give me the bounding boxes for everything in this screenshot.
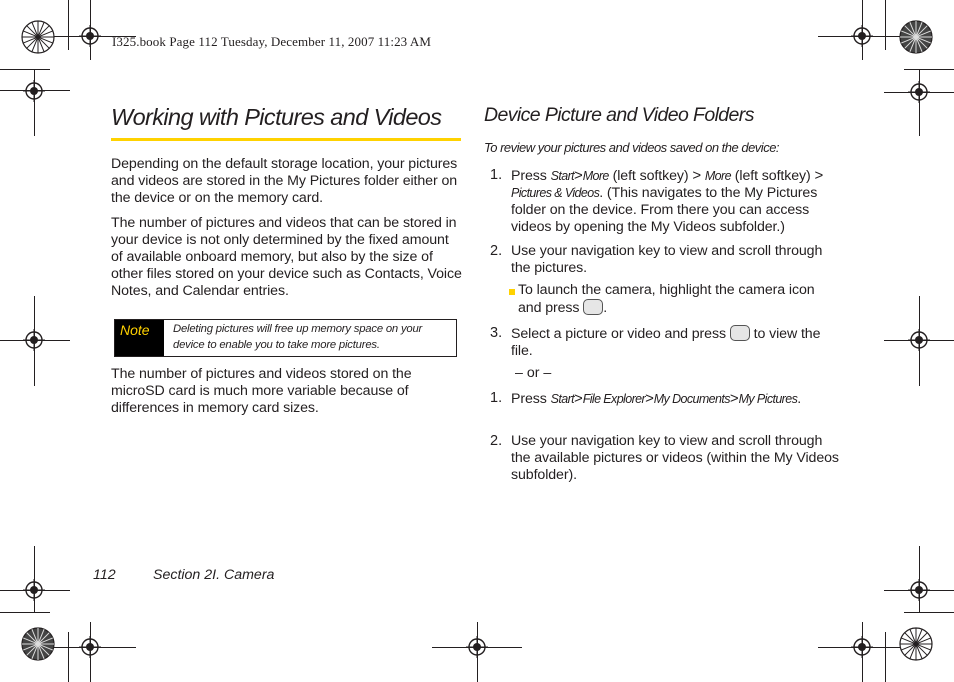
step-text: [511, 390, 839, 408]
menu-start: Start: [550, 392, 575, 406]
step-text-before: Select a picture or video and press: [511, 326, 726, 342]
crop-mark: [0, 612, 50, 613]
menu-start: Start: [550, 169, 575, 183]
paragraph-microsd: The number of pictures and videos stored on the microSD card is much more variable because of differences in memory card sizes.: [111, 366, 412, 416]
menu-my-pictures: My Pictures: [738, 392, 798, 406]
menu-separator: >: [574, 167, 583, 184]
menu-separator: >: [729, 390, 739, 407]
step-number: 1.: [490, 390, 503, 406]
step-number: 3.: [490, 325, 503, 341]
crop-mark: [885, 0, 886, 50]
paragraph-storage-capacity: The number of pictures and videos that can be stored in your device is not only determined by the fixed amount of available onboard memory, but also by the size of other files stored on your device such as Contacts, Voice Notes, and Calendar entries.: [111, 215, 462, 299]
softkey-note: (left softkey): [734, 168, 811, 184]
star-target-icon: [899, 627, 933, 661]
menu-separator: >: [645, 390, 654, 407]
step-rest: . (This navigates to the My Pictures folder on the device. From there you can access videos by opening the My Videos subfolder.): [511, 185, 818, 235]
title-underline: [111, 138, 461, 141]
step-number: 2.: [490, 243, 503, 259]
menu-pictures-videos: Pictures & Videos: [511, 186, 600, 200]
note-text: Deleting pictures will free up memory space on your device to enable you to take more pictures.: [173, 323, 423, 351]
registration-target-icon: [466, 636, 488, 658]
crop-mark: [904, 612, 954, 613]
instructions-intro: To review your pictures and videos saved on the device:: [484, 140, 780, 155]
registration-target-icon: [908, 81, 930, 103]
bullet-text: To launch the camera, highlight the camera icon and press: [518, 282, 815, 316]
press-text: Press: [511, 391, 547, 407]
step-number: 1.: [490, 167, 503, 183]
step-text: [511, 167, 839, 236]
crop-mark: [904, 69, 954, 70]
crop-mark: [68, 0, 69, 50]
registration-target-icon: [23, 80, 45, 102]
crop-mark: [0, 69, 50, 70]
paragraph-storage-location: Depending on the default storage location, your pictures and videos are stored in the My Pictures folder either on the device or on the memory card.: [111, 156, 458, 206]
registration-target-icon: [79, 636, 101, 658]
menu-more: More: [582, 169, 609, 183]
crop-mark: [885, 632, 886, 682]
registration-target-icon: [908, 329, 930, 351]
bullet-period: .: [603, 300, 608, 316]
registration-target-icon: [23, 579, 45, 601]
registration-target-icon: [851, 636, 873, 658]
registration-target-icon: [79, 25, 101, 47]
crop-mark: [68, 632, 69, 682]
step-period: .: [797, 391, 802, 407]
menu-file-explorer: File Explorer: [582, 392, 646, 406]
step-text: [511, 325, 839, 360]
softkey-note: (left softkey): [612, 168, 689, 184]
star-target-icon: [21, 627, 55, 661]
or-divider: – or –: [515, 365, 552, 381]
note-label: Note: [115, 320, 164, 356]
star-target-icon: [899, 20, 933, 54]
registration-target-icon: [23, 329, 45, 351]
book-header: I325.book Page 112 Tuesday, December 11, 2007 11:23 AM: [112, 34, 432, 49]
crop-mark: [919, 70, 920, 136]
page-number: 112: [93, 567, 116, 583]
menu-separator: >: [574, 390, 583, 407]
press-text: Press: [511, 168, 547, 184]
registration-target-icon: [908, 579, 930, 601]
bullet-camera-tip: [518, 282, 838, 317]
menu-separator: >: [814, 167, 824, 184]
section-heading: Device Picture and Video Folders: [484, 104, 754, 126]
registration-target-icon: [851, 25, 873, 47]
menu-separator: >: [692, 167, 702, 184]
note-box: [114, 319, 457, 357]
step-text: Use your navigation key to view and scroll through the pictures.: [511, 243, 823, 276]
page-title: Working with Pictures and Videos: [111, 104, 442, 130]
step-number: 2.: [490, 433, 503, 449]
menu-more: More: [704, 169, 731, 183]
ok-key-icon: [730, 325, 750, 341]
ok-key-icon: [583, 299, 603, 315]
step-text-after: to view the file.: [511, 326, 821, 359]
bullet-icon: [509, 289, 515, 295]
section-label: Section 2I. Camera: [153, 567, 275, 583]
menu-my-documents: My Documents: [653, 392, 730, 406]
star-target-icon: [21, 20, 55, 54]
step-text: Use your navigation key to view and scroll through the available pictures or videos (within the My Videos subfolder).: [511, 433, 839, 483]
